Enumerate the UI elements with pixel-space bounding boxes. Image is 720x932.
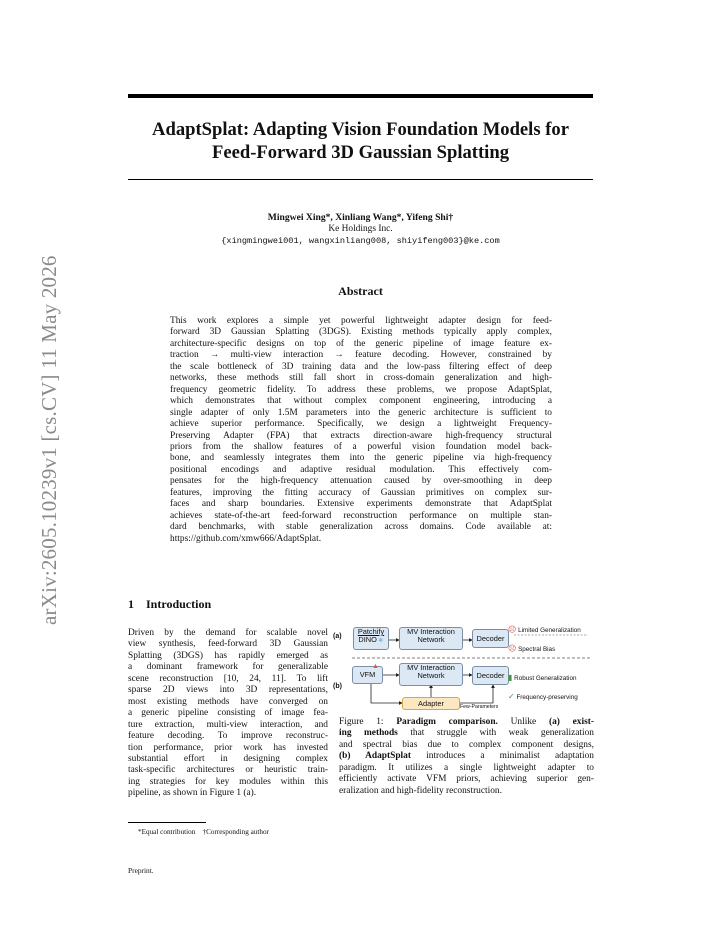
figure-label-a: (a) [333,633,342,640]
arrow-vfm-adapter [371,681,402,703]
fire-icon: ▲ [372,663,379,670]
caption-line: and spectral bias due to complex component designs, [339,739,594,750]
abstract-body [170,316,552,545]
abstract-lines-line: priors from the shallow features of a powerful vision foundation model back- [170,441,552,452]
abstract-lines-line: dard benchmarks, with stable generalization across domains. Code available at: [170,522,552,533]
author-affiliation: Ke Holdings Inc. [328,224,393,234]
decoder-box-a [472,629,509,648]
introduction-lines-line: most existing methods have converged on [128,696,328,707]
abstract-lines-line: networks, these methods still fall short in cross-domain generalization and high- [170,373,552,384]
mv-interaction-box-b [399,663,463,686]
shield-check-icon: ✓ [508,692,515,701]
caption-line: (b) AdaptSplat introduces a minimalist adaptation [339,751,594,762]
mv-label-b2: Network [417,671,445,681]
mv-interaction-box-a [399,627,463,650]
spectral-bias [508,644,555,653]
preprint-label: Preprint. [128,866,154,875]
frequency-preserving-label: Frequency-preserving [516,694,578,701]
dino-label: DINO [358,635,377,645]
caption-line: eralization and high-fidelity reconstruction. [339,785,502,796]
patchify-label: Patchify [357,627,385,636]
introduction-lines-line: a generic pipeline consisting of image fea- [128,708,328,719]
figure-1-caption [339,717,594,797]
abstract-heading: Abstract [338,284,383,298]
caption-line: Figure 1: Paradigm comparison. Unlike (a) exist- [339,717,594,727]
author-names: Mingwei Xing*, Xinliang Wang*, Yifeng Shi† [267,212,454,223]
few-parameters-label: Few-Parameters [460,704,499,710]
robust-generalization [508,673,576,682]
abstract-lines-line: features, improving the fitting accuracy of Gaussian primitives on complex sur- [170,487,552,498]
abstract-lines-line: pensates for the high-frequency attenuation caused by over-smoothing in deep [170,476,552,487]
mv-label-b1: MV Interaction [407,663,455,672]
decoder-box-b [472,666,509,685]
sad-face-icon-2: ☹ [508,644,517,653]
abstract-lines-line: architecture-specific designs on top of the generic pipeline of image feature ex- [170,338,552,349]
title-bottom-rule [128,179,593,180]
adapter-label: Adapter [418,699,444,708]
robust-generalization-label: Robust Generalization [514,675,577,682]
mv-label-2: Network [417,635,445,645]
introduction-lines-line: Driven by the demand for scalable novel [128,628,328,638]
snowflake-icon: ❄ [376,638,384,645]
figure-label-b: (b) [333,683,342,690]
paper-title-line-1: AdaptSplat: Adapting Vision Foundation Models for [152,119,569,140]
introduction-lines-line: task-specific architectures or heuristic train- [128,765,328,776]
abstract-lines-line: bone, and seamlessly integrates them into the generic pipeline via high-frequency [170,453,552,464]
sad-face-icon: ☹ [508,625,517,634]
arxiv-identifier: arXiv:2605.10239v1 [cs.CV] 11 May 2026 [37,255,61,625]
caption-line: efficiently activate VFM priors, achieving superior gen- [339,774,594,785]
section-number: 1 [128,597,134,611]
arrow-adapter-decoder [460,685,493,703]
footnote-rule [128,822,206,823]
footnote-text: *Equal contribution †Corresponding author [138,828,269,836]
introduction-lines-line: feature decoding. To improve reconstruc- [128,731,328,742]
decoder-label: Decoder [476,634,505,643]
abstract-lines-line: faces and sharp boundaries. Extensive experiments demonstrate that AdaptSplat [170,499,552,510]
introduction-lines-line: ture extraction, multi-view interaction, and [128,719,328,730]
vfm-label: VFM [359,670,376,679]
introduction-lines-line: tion performance, prior work has invested [128,742,328,753]
limited-generalization-label: Limited Generalization [518,627,581,634]
abstract-lines-line: single adapter of only 1.5M parameters into the generic architecture is sufficient to [170,407,552,418]
abstract-lines-line: achieves state-of-the-art feed-forward reconstruction performance on multiple stan- [170,510,552,521]
abstract-lines-line: frequency geometric fidelity. To address these problems, we propose AdaptSplat, [170,384,552,395]
title-top-rule [128,94,593,98]
limited-generalization [508,625,581,634]
introduction-body [128,628,328,800]
introduction-lines-line: view synthesis, feed-forward 3D Gaussian [128,639,328,650]
spectral-bias-label: Spectral Bias [518,646,556,653]
abstract-lines-line: positional encodings and adaptive residual modulation. This effectively com- [170,464,552,475]
frequency-preserving [508,692,578,701]
abstract-lines-line: forward 3D Gaussian Splatting (3DGS). Existing methods typically apply complex, [170,327,552,338]
introduction-lines-line: Splatting (3DGS) has rapidly emerged as [128,650,328,661]
section-title: Introduction [146,597,212,611]
paper-title-line-2: Feed-Forward 3D Gaussian Splatting [211,142,509,163]
author-emails: {xingmingwei001, wangxinliang008, shiyifeng003}@ke.com [221,236,500,246]
introduction-lines-line: a dominant framework for generalizable [128,662,328,673]
section-heading-introduction [128,597,211,612]
abstract-lines-line: the scale bottleneck of 3D training data and the low-pass filtering effect of deep [170,361,552,372]
patchify-dino-box [353,627,389,650]
decoder-label-b: Decoder [476,671,505,680]
introduction-lines-line: pipeline, as shown in Figure 1 (a). [128,788,257,799]
bar-chart-icon: ▮ [508,673,513,682]
introduction-lines-line: ing strategies for key modules within this [128,776,328,787]
introduction-lines-line: substantial effort in designing complex [128,753,328,764]
introduction-lines-line: sparse 2D views into 3D representations, [128,685,328,696]
vfm-box [352,663,383,684]
mv-label-1: MV Interaction [407,627,455,636]
abstract-lines-line: traction → multi-view interaction → feature decoding. However, constrained by [170,350,552,361]
abstract-lines-line: This work explores a simple yet powerful lightweight adapter design for feed- [170,316,552,326]
abstract-lines-line: achieve superior performance. Specifically, we design a lightweight Frequency- [170,419,552,430]
caption-line: paradigm. It utilizes a single lightweight adapter to [339,762,594,773]
introduction-lines-line: scene reconstruction [10, 24, 11]. To lift [128,673,328,684]
adapter-box [402,697,460,710]
abstract-lines-line: https://github.com/xmw666/AdaptSplat. [170,533,322,544]
caption-line: ing methods that struggle with weak generalization [339,728,594,739]
abstract-lines-line: Preserving Adapter (FPA) that extracts direction-aware high-frequency structural [170,430,552,441]
abstract-lines-line: which demonstrates that without complex component engineering, introducing a [170,396,552,407]
